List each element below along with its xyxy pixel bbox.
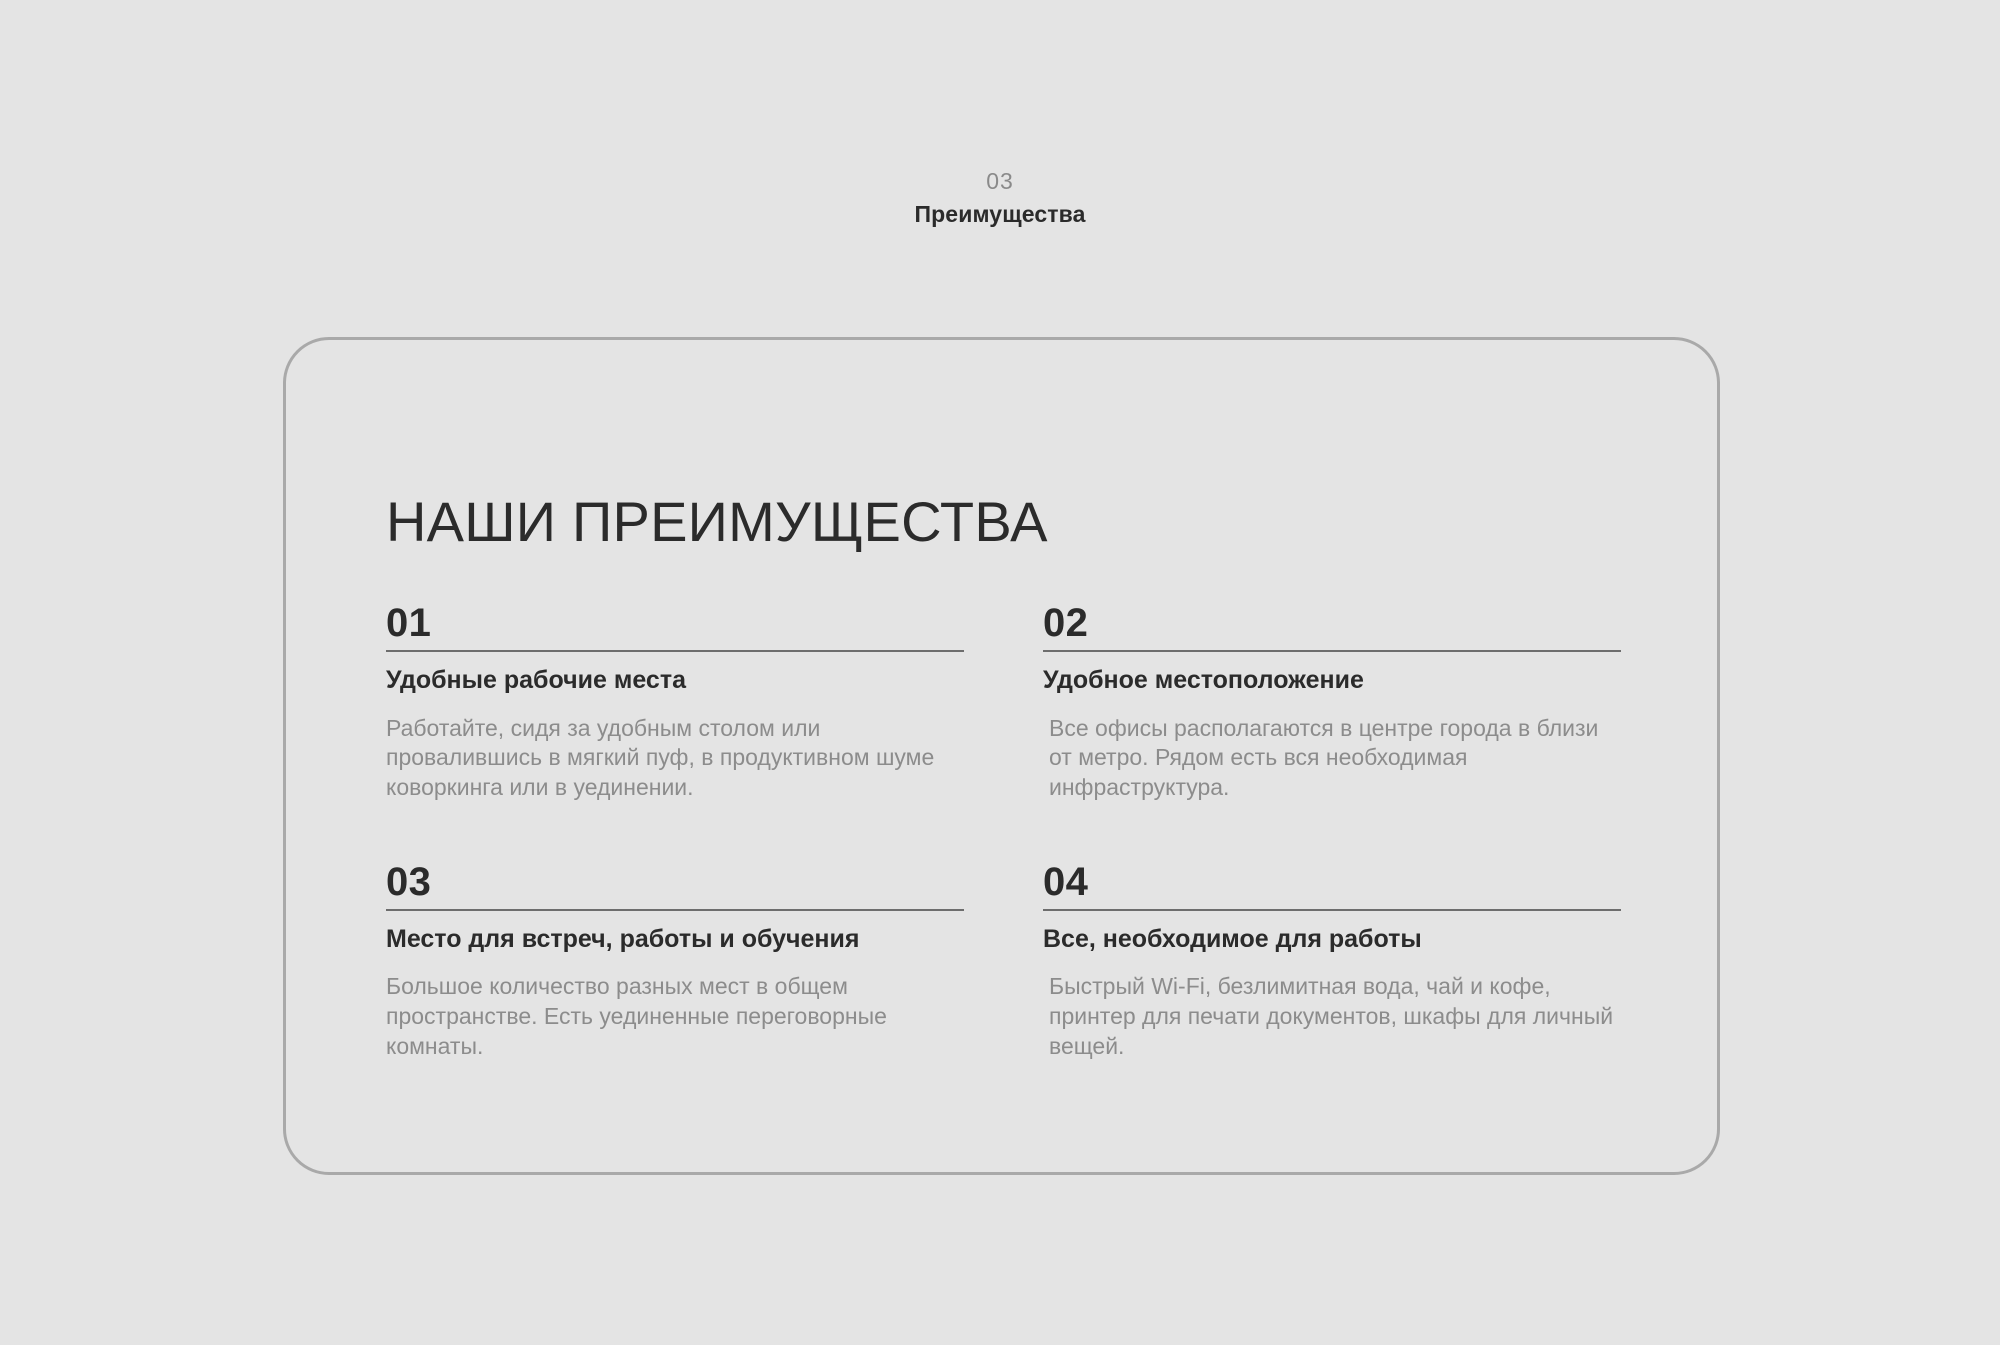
feature-number: 01 (386, 601, 432, 645)
feature-title: Все, необходимое для работы (1043, 925, 1422, 953)
feature-divider (386, 909, 964, 911)
feature-number: 03 (386, 859, 432, 904)
advantages-card (283, 337, 1720, 1175)
feature-divider (1043, 650, 1621, 652)
section-number: 03 (986, 168, 1014, 194)
feature-title: Место для встреч, работы и обучения (386, 925, 860, 953)
feature-divider (1043, 909, 1621, 911)
feature-description: Работайте, сидя за удобным столом или провалившись в мягкий пуф, в продуктивном шуме коворкинга или в уединении. (386, 714, 935, 800)
feature-item-02 (1043, 602, 1621, 803)
section-name: Преимущества (914, 201, 1086, 228)
feature-title: Удобное местоположение (1043, 666, 1364, 695)
feature-item-01 (386, 602, 964, 803)
card-content (386, 340, 1717, 1172)
feature-divider (386, 650, 964, 652)
feature-title: Удобные рабочие места (386, 666, 686, 695)
feature-description: Все офисы располагаются в центре города в близи от метро. Рядом есть вся необходимая инфраструктура. (1049, 714, 1599, 800)
feature-description: Большое количество разных мест в общем пространстве. Есть уединенные переговорные комнаты. (386, 973, 887, 1059)
feature-number: 02 (1043, 601, 1089, 645)
feature-number: 04 (1043, 859, 1089, 904)
feature-description: Быстрый Wi-Fi, безлимитная вода, чай и кофе, принтер для печати документов, шкафы для личный вещей. (1049, 973, 1614, 1059)
feature-item-04 (1043, 861, 1621, 1062)
feature-item-03 (386, 861, 964, 1062)
features-grid (386, 602, 1621, 1061)
slide-header (0, 168, 2000, 228)
page-title: НАШИ ПРЕИМУЩЕСТВА (386, 490, 1048, 553)
